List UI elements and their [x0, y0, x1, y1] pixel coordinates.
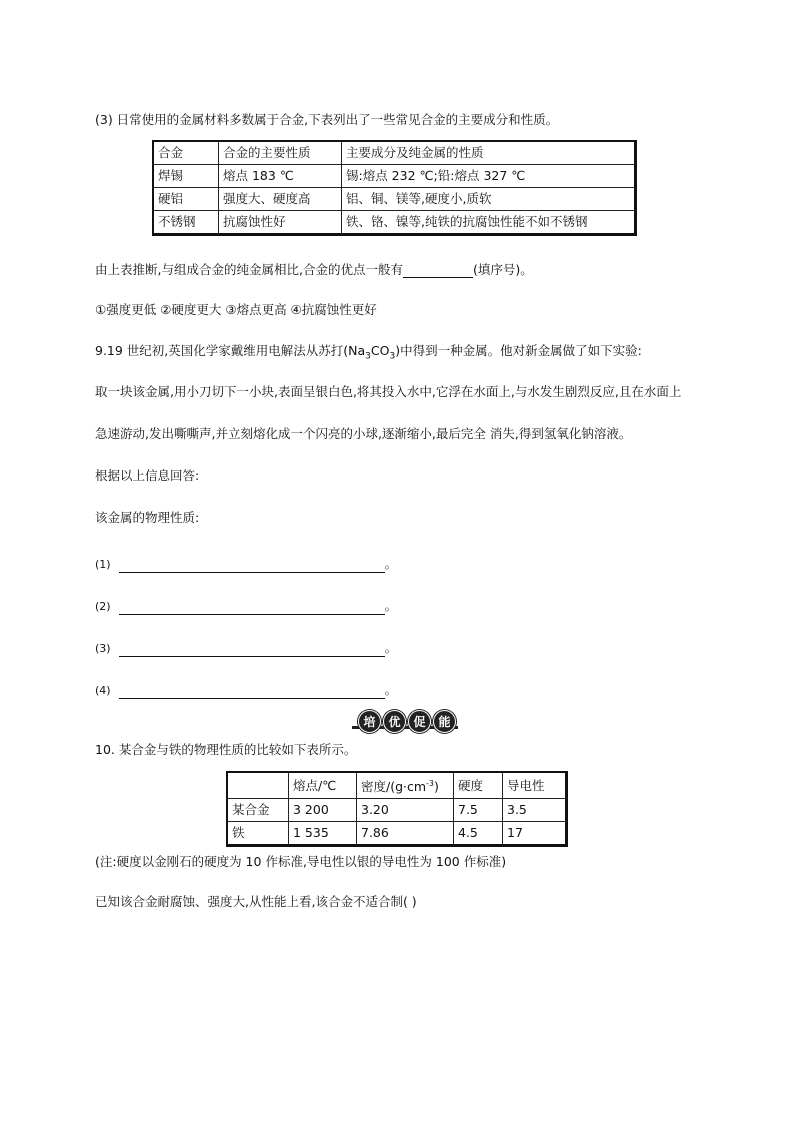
table-cell: 1 535 — [289, 822, 357, 846]
section-banner — [352, 710, 458, 732]
table-cell: 不锈钢 — [153, 211, 219, 235]
table-cell: 铝、铜、镁等,硬度小,质软 — [342, 188, 636, 211]
density-header: 密度/(g·cm — [361, 779, 427, 795]
q9-line3: 急速游动,发出嘶嘶声,并立刻熔化成一个闪亮的小球,逐渐缩小,最后完全 消失,得到氢氧化钠溶液。 — [95, 426, 632, 441]
banner-char: 培 — [358, 710, 381, 733]
blank-row-4 — [95, 682, 397, 699]
table-header-row — [227, 772, 567, 799]
q10-question: 已知该合金耐腐蚀、强度大,从性能上看,该合金不适合制( ) — [95, 894, 417, 909]
table-cell: 铁、铬、镍等,纯铁的抗腐蚀性能不如不锈钢 — [342, 211, 636, 235]
superscript: -3 — [426, 779, 435, 788]
table-cell: 锡:熔点 232 ℃;铅:熔点 327 ℃ — [342, 165, 636, 188]
table-cell: 熔点 183 ℃ — [219, 165, 342, 188]
table-header-cell: 熔点/℃ — [289, 772, 357, 799]
q9-text: )中得到一种金属。他对新金属做了如下实验: — [395, 343, 642, 358]
table-cell: 抗腐蚀性好 — [219, 211, 342, 235]
table-header-cell: 导电性 — [503, 772, 567, 799]
table-header-cell: 合金的主要性质 — [219, 141, 342, 165]
table-cell: 7.86 — [357, 822, 454, 846]
table-cell: 3.5 — [503, 799, 567, 822]
table-cell: 强度大、硬度高 — [219, 188, 342, 211]
answer-blank[interactable] — [403, 265, 473, 278]
table-header-cell: 硬度 — [454, 772, 503, 799]
answer-blank[interactable] — [119, 602, 385, 615]
banner-char: 能 — [433, 710, 456, 733]
table-header-row — [153, 141, 636, 165]
table-cell: 7.5 — [454, 799, 503, 822]
answer-blank[interactable] — [119, 644, 385, 657]
table-cell: 4.5 — [454, 822, 503, 846]
period: 。 — [384, 598, 398, 613]
table-row — [227, 822, 567, 846]
table-row — [153, 188, 636, 211]
table-row — [153, 165, 636, 188]
table-cell: 铁 — [227, 822, 289, 846]
q3-intro: (3) 日常使用的金属材料多数属于合金,下表列出了一些常见合金的主要成分和性质。 — [95, 112, 559, 127]
period: 。 — [384, 556, 398, 571]
q9-line5: 该金属的物理性质: — [95, 510, 200, 525]
table-header-cell — [357, 772, 454, 799]
blank-row-2 — [95, 598, 397, 615]
table-header-cell: 合金 — [153, 141, 219, 165]
q9-line4: 根据以上信息回答: — [95, 468, 200, 483]
table-header-cell — [227, 772, 289, 799]
alloy-table — [152, 140, 637, 236]
q3-question-suffix: (填序号)。 — [472, 262, 533, 277]
q10-note: (注:硬度以金刚石的硬度为 10 作标准,导电性以银的导电性为 100 作标准) — [95, 854, 507, 869]
table-row — [227, 799, 567, 822]
answer-blank[interactable] — [119, 686, 385, 699]
blank-row-3 — [95, 640, 397, 657]
q3-question-text: 由上表推断,与组成合金的纯金属相比,合金的优点一般有 — [95, 262, 403, 277]
period: 。 — [384, 640, 398, 655]
table-cell: 17 — [503, 822, 567, 846]
blank-row-1 — [95, 556, 397, 573]
comparison-table — [226, 771, 568, 847]
table-cell: 某合金 — [227, 799, 289, 822]
blank-label: (2) — [95, 600, 111, 613]
q9-text: 9.19 世纪初,英国化学家戴维用电解法从苏打(Na — [95, 343, 366, 358]
banner-char: 促 — [408, 710, 431, 733]
table-cell: 3.20 — [357, 799, 454, 822]
table-cell: 3 200 — [289, 799, 357, 822]
period: 。 — [384, 682, 398, 697]
density-header-close: ) — [434, 779, 439, 795]
q9-line1 — [95, 343, 642, 365]
q9-text: CO — [370, 343, 390, 358]
table-cell: 硬铝 — [153, 188, 219, 211]
table-row — [153, 211, 636, 235]
blank-label: (4) — [95, 684, 111, 697]
q3-options: ①强度更低 ②硬度更大 ③熔点更高 ④抗腐蚀性更好 — [95, 302, 377, 317]
banner-char: 优 — [383, 710, 406, 733]
subscript: 3 — [389, 351, 396, 362]
q10-intro: 10. 某合金与铁的物理性质的比较如下表所示。 — [95, 742, 357, 757]
answer-blank[interactable] — [119, 560, 385, 573]
subscript: 3 — [365, 351, 371, 362]
table-header-cell: 主要成分及纯金属的性质 — [342, 141, 636, 165]
q3-question — [95, 262, 533, 278]
blank-label: (1) — [95, 558, 111, 571]
q9-line2: 取一块该金属,用小刀切下一小块,表面呈银白色,将其投入水中,它浮在水面上,与水发生剧烈反应,且在水面上 — [95, 384, 682, 399]
blank-label: (3) — [95, 642, 111, 655]
table-cell: 焊锡 — [153, 165, 219, 188]
